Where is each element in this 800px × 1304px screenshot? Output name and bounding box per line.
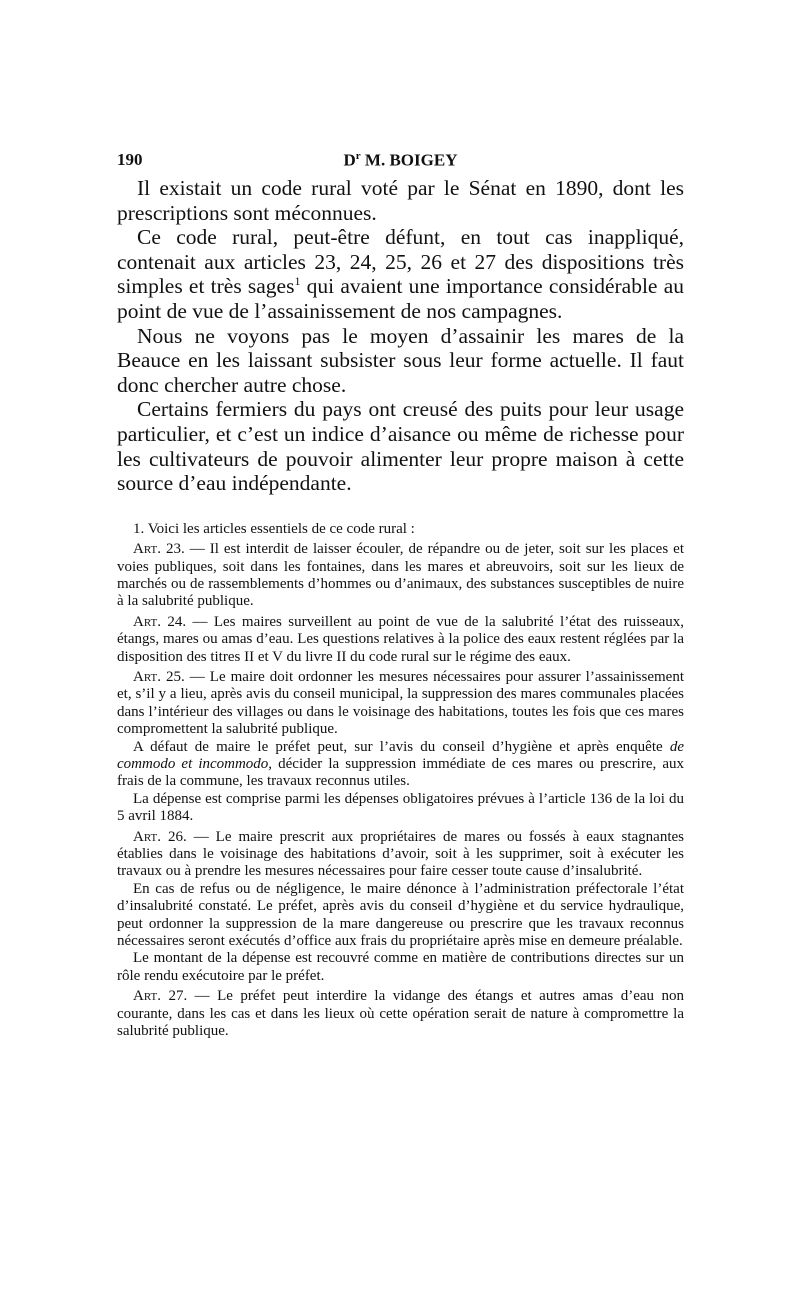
main-text	[117, 176, 684, 496]
article-26-paragraph-3: Le montant de la dépense est recouvré comme en matière de contributions directes sur un rôle rendu exécutoire par le préfet.	[117, 950, 684, 984]
article-25	[117, 669, 684, 739]
running-header	[117, 150, 684, 176]
article-26-paragraph-2: En cas de refus ou de négligence, le maire dénonce à l’administration préfectorale l’état d’insalubrité constaté. Le préfet, après avis du conseil d’hygiène et du service hydraulique, peut ordonner la suppression de la mare dangereuse ou prescrire que les travaux reconnus nécessaires seront exécutés d’office aux frais du propriétaire après mise en demeure préalable.	[117, 880, 684, 950]
article-24-text: — Les maires surveillent au point de vue de la salubrité l’état des ruisseaux, étangs, mares ou amas d’eau. Les questions relatives à la police des eaux restent réglées par la disposition des titres II et V du livre II du code rural sur le régime des eaux.	[117, 613, 684, 665]
article-23	[117, 541, 684, 611]
paragraph-2-text-a: Ce code rural, peut-être défunt, en tout cas inappliqué, contenait aux articles 23, 24, 25, 26 et 27 des dispositions très simples et très sages	[117, 225, 684, 299]
article-24	[117, 614, 684, 666]
article-25-paragraph-3: La dépense est comprise parmi les dépenses obligatoires prévues à l’article 136 de la loi du 5 avril 1884.	[117, 790, 684, 825]
article-25-p2-italic: de commodo et incommodo,	[117, 738, 684, 772]
article-26-text: — Le maire prescrit aux propriétaires de mares ou fossés à eaux stagnantes établies dans le voisinage des habitations d’avoir, soit à les supprimer, soit à exécuter les travaux ou à prendre les mesures nécessaires pour faire cesser toute cause d’insalubrité.	[117, 828, 684, 880]
article-25-p2-b: décider la suppression immédiate de ces mares ou prescrire, aux frais de la commune, les travaux reconnus utiles.	[117, 756, 684, 790]
article-27-text: — Le préfet peut interdire la vidange des étangs et autres amas d’eau non courante, dans les cas et dans les lieux où cette opération serait de nature à compromettre la salubrité publique.	[117, 988, 684, 1040]
author-name: M. BOIGEY	[360, 150, 458, 170]
article-27-label: Art. 27.	[133, 988, 188, 1005]
page	[117, 150, 684, 1044]
page-number: 190	[117, 150, 143, 169]
author-sup: r	[355, 150, 361, 162]
paragraph-4: Certains fermiers du pays ont creusé des puits pour leur usage particulier, et c’est un indice d’aisance ou même de richesse pour les cultivateurs de pouvoir alimenter leur propre maison à cette source d’eau indépendante.	[117, 397, 684, 496]
article-25-text: — Le maire doit ordonner les mesures nécessaires pour assurer l’assainissement et, s’il y a lieu, après avis du conseil municipal, la suppression des mares communales placées dans l’intérieur des villages ou dans le voisinage des habitations, toutes les fois que ces mares compromettent la salubrité publique.	[117, 668, 684, 738]
paragraph-2	[117, 225, 684, 323]
article-25-p2-a: A défaut de maire le préfet peut, sur l’avis du conseil d’hygiène et après enquête	[133, 738, 670, 755]
footnote-intro: 1. Voici les articles essentiels de ce code rural :	[133, 520, 415, 537]
article-23-text: — Il est interdit de laisser écouler, de répandre ou de jeter, soit sur les places et voies publiques, soit dans les fontaines, dans les mares et abreuvoirs, soit sur les lieux de marchés ou de rassemblements d’hommes ou d’animaux, des substances susceptibles de nuire à la salubrité publique.	[117, 541, 684, 610]
article-23-label: Art. 23.	[133, 541, 185, 558]
footnote	[117, 521, 684, 1041]
article-27	[117, 988, 684, 1040]
paragraph-1: Il existait un code rural voté par le Sénat en 1890, dont les prescriptions sont méconnues.	[117, 176, 684, 225]
paragraph-2-text-b: qui avaient une importance considérable au point de vue de l’assainissement de nos campagnes.	[117, 274, 684, 323]
article-26	[117, 829, 684, 881]
article-24-label: Art. 24.	[133, 613, 187, 630]
paragraph-3: Nous ne voyons pas le moyen d’assainir les mares de la Beauce en les laissant subsister sous leur forme actuelle. Il faut donc chercher autre chose.	[117, 323, 684, 397]
author-prefix: D	[343, 150, 356, 170]
article-26-label: Art. 26.	[133, 828, 187, 845]
article-25-paragraph-2	[117, 739, 684, 791]
running-author	[117, 150, 684, 171]
article-25-label: Art. 25.	[133, 668, 185, 685]
footnote-ref: 1	[294, 274, 301, 289]
